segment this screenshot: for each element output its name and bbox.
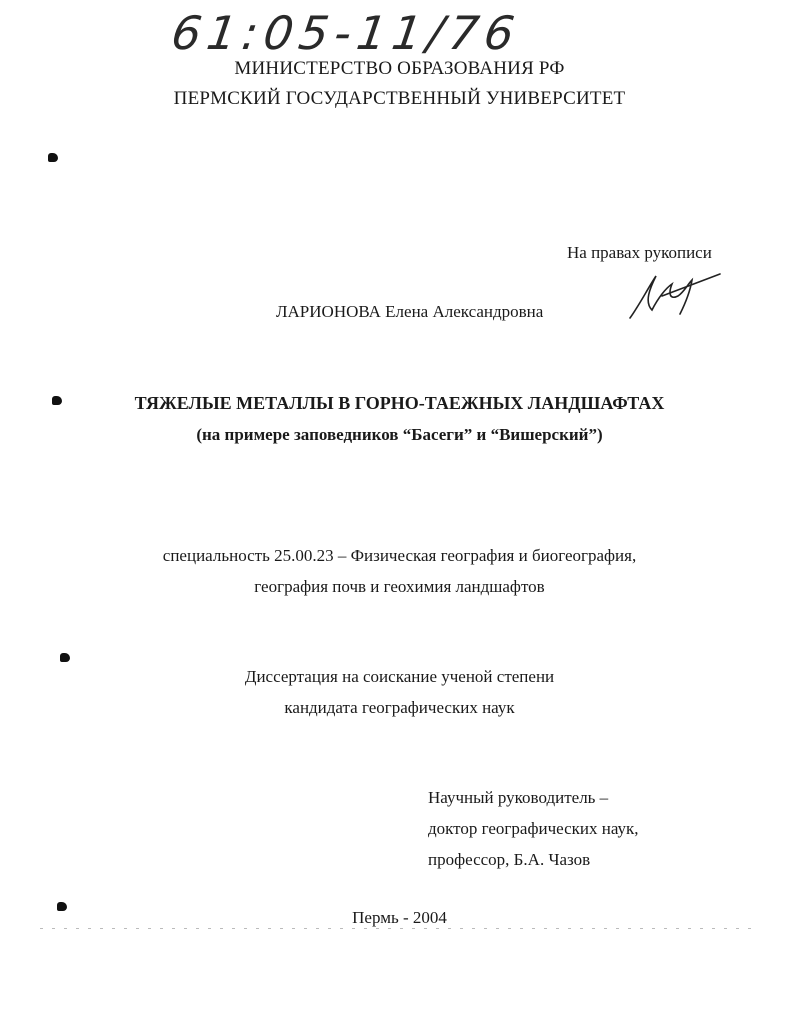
city-year: Пермь - 2004 [352, 908, 447, 927]
scan-mark-1 [48, 153, 58, 162]
ministry-heading: МИНИСТЕРСТВО ОБРАЗОВАНИЯ РФ [234, 58, 565, 79]
supervisor-label: Научный руководитель – [428, 788, 609, 807]
rights-note: На правах рукописи [567, 243, 712, 262]
archive-number-handwritten: 61:05-11/76 [168, 6, 524, 60]
specialty-line-1: специальность 25.00.23 – Физическая география и биогеография, [162, 546, 637, 565]
degree-line-1: Диссертация на соискание ученой степени [244, 667, 555, 686]
scan-artifact-line [40, 928, 760, 929]
specialty-line-2: география почв и геохимия ландшафтов [254, 577, 545, 596]
dissertation-subtitle: (на примере заповедников “Басеги” и “Вишерский”) [196, 425, 603, 444]
supervisor-name: профессор, Б.А. Чазов [428, 850, 591, 869]
signature-image [622, 266, 722, 326]
author-name: ЛАРИОНОВА Елена Александровна [276, 302, 544, 321]
dissertation-title: ТЯЖЕЛЫЕ МЕТАЛЛЫ В ГОРНО-ТАЕЖНЫХ ЛАНДШАФТАХ [134, 393, 665, 413]
university-heading: ПЕРМСКИЙ ГОСУДАРСТВЕННЫЙ УНИВЕРСИТЕТ [173, 88, 626, 109]
supervisor-degree: доктор географических наук, [428, 819, 639, 838]
degree-line-2: кандидата географических наук [284, 698, 515, 717]
scan-mark-3 [60, 653, 70, 662]
